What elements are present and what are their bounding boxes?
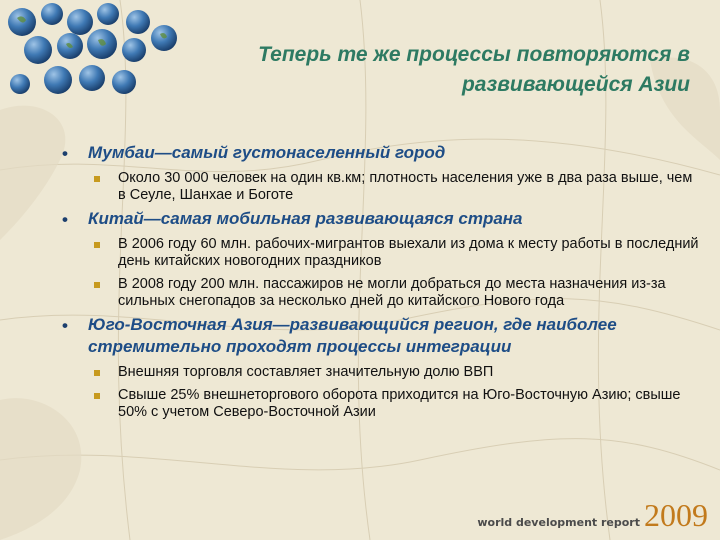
sub-bullet-item bbox=[62, 236, 702, 270]
sub-bullet-text: В 2006 году 60 млн. рабочих-мигрантов выехали из дома к месту работы в последний день китайских новогодних праздников bbox=[118, 236, 699, 269]
bullet-text: Китай—самая мобильная развивающаяся страна bbox=[88, 209, 523, 228]
sub-bullet-item bbox=[62, 276, 702, 310]
title-line-2: развивающейся Азии bbox=[461, 73, 690, 96]
sub-bullet-item bbox=[62, 387, 702, 421]
sub-bullet-item bbox=[62, 170, 702, 204]
bullet-dot-icon: • bbox=[62, 210, 68, 229]
square-bullet-icon bbox=[94, 242, 100, 248]
report-year: 2009 bbox=[644, 497, 708, 533]
bullet-dot-icon: • bbox=[62, 144, 68, 163]
sub-bullet-text: Внешняя торговля составляет значительную долю ВВП bbox=[118, 364, 494, 380]
square-bullet-icon bbox=[94, 176, 100, 182]
bullet-text: Юго-Восточная Азия—развивающийся регион, где наиболее стремительно проходят процессы интеграции bbox=[88, 315, 617, 356]
sub-bullet-text: Свыше 25% внешнеторгового оборота приходится на Юго-Восточную Азию; свыше 50% с учетом Северо-Восточной Азии bbox=[118, 387, 681, 420]
square-bullet-icon bbox=[94, 282, 100, 288]
globe-icon bbox=[8, 3, 177, 94]
bullet-dot-icon: • bbox=[62, 316, 68, 335]
report-name: world development report bbox=[477, 516, 640, 529]
bullet-list bbox=[62, 138, 702, 425]
globes-cluster bbox=[0, 0, 200, 110]
title-line-1: Теперь те же процессы повторяются в bbox=[258, 43, 690, 66]
square-bullet-icon bbox=[94, 370, 100, 376]
slide-title bbox=[190, 40, 690, 100]
sub-bullet-text: В 2008 году 200 млн. пассажиров не могли добраться до места назначения из-за сильных снегопадов за несколько дней до китайского Нового года bbox=[118, 276, 666, 309]
bullet-item bbox=[62, 142, 702, 164]
bullet-item bbox=[62, 208, 702, 230]
square-bullet-icon bbox=[94, 393, 100, 399]
sub-bullet-text: Около 30 000 человек на один кв.км; плотность населения уже в два раза выше, чем в Сеуле, Шанхае и Боготе bbox=[118, 170, 693, 203]
bullet-text: Мумбаи—самый густонаселенный город bbox=[88, 143, 446, 162]
sub-bullet-item bbox=[62, 364, 702, 381]
bullet-item bbox=[62, 314, 702, 358]
footer-logo bbox=[477, 497, 708, 534]
